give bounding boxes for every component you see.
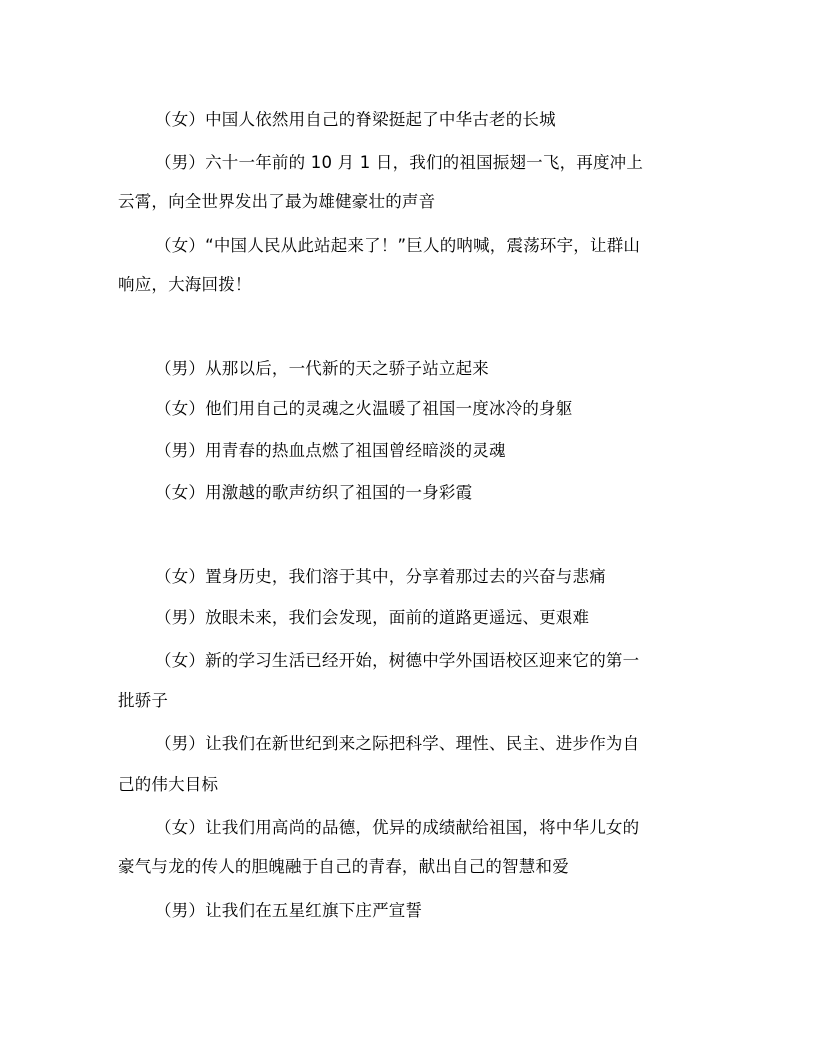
script-line: （女）中国人依然用自己的脊梁挺起了中华古老的长城: [155, 110, 556, 129]
script-line: （男）让我们在新世纪到来之际把科学、理性、民主、进步作为自: [155, 734, 640, 753]
script-line-continuation: 响应，大海回拨！: [118, 275, 252, 294]
script-line: （女）他们用自己的灵魂之火温暖了祖国一度冰冷的身躯: [155, 399, 573, 418]
script-line: （男）放眼未来，我们会发现，面前的道路更遥远、更艰难: [155, 608, 590, 627]
script-line-continuation: 批骄子: [118, 691, 169, 710]
script-line-continuation: 豪气与龙的传人的胆魄融于自己的青春，献出自己的智慧和爱: [118, 857, 569, 876]
script-line: （男）用青春的热血点燃了祖国曾经暗淡的灵魂: [155, 441, 506, 460]
script-line: （女）置身历史，我们溶于其中，分享着那过去的兴奋与悲痛: [155, 567, 606, 586]
script-line-continuation: 己的伟大目标: [118, 775, 219, 794]
script-line: （女）用激越的歌声纺织了祖国的一身彩霞: [155, 483, 473, 502]
script-line: （女）新的学习生活已经开始，树德中学外国语校区迎来它的第一: [155, 651, 640, 670]
script-line: （男）从那以后，一代新的天之骄子站立起来: [155, 359, 489, 378]
script-line: （女）“中国人民从此站起来了！”巨人的呐喊，震荡环宇，让群山: [155, 236, 641, 255]
script-line: （男）六十一年前的 10 月 1 日，我们的祖国振翅一飞，再度冲上: [155, 153, 644, 172]
script-line: （女）让我们用高尚的品德，优异的成绩献给祖国，将中华儿女的: [155, 818, 640, 837]
script-line-continuation: 云霄，向全世界发出了最为雄健豪壮的声音: [118, 192, 436, 211]
script-line: （男）让我们在五星红旗下庄严宣誓: [155, 901, 423, 920]
